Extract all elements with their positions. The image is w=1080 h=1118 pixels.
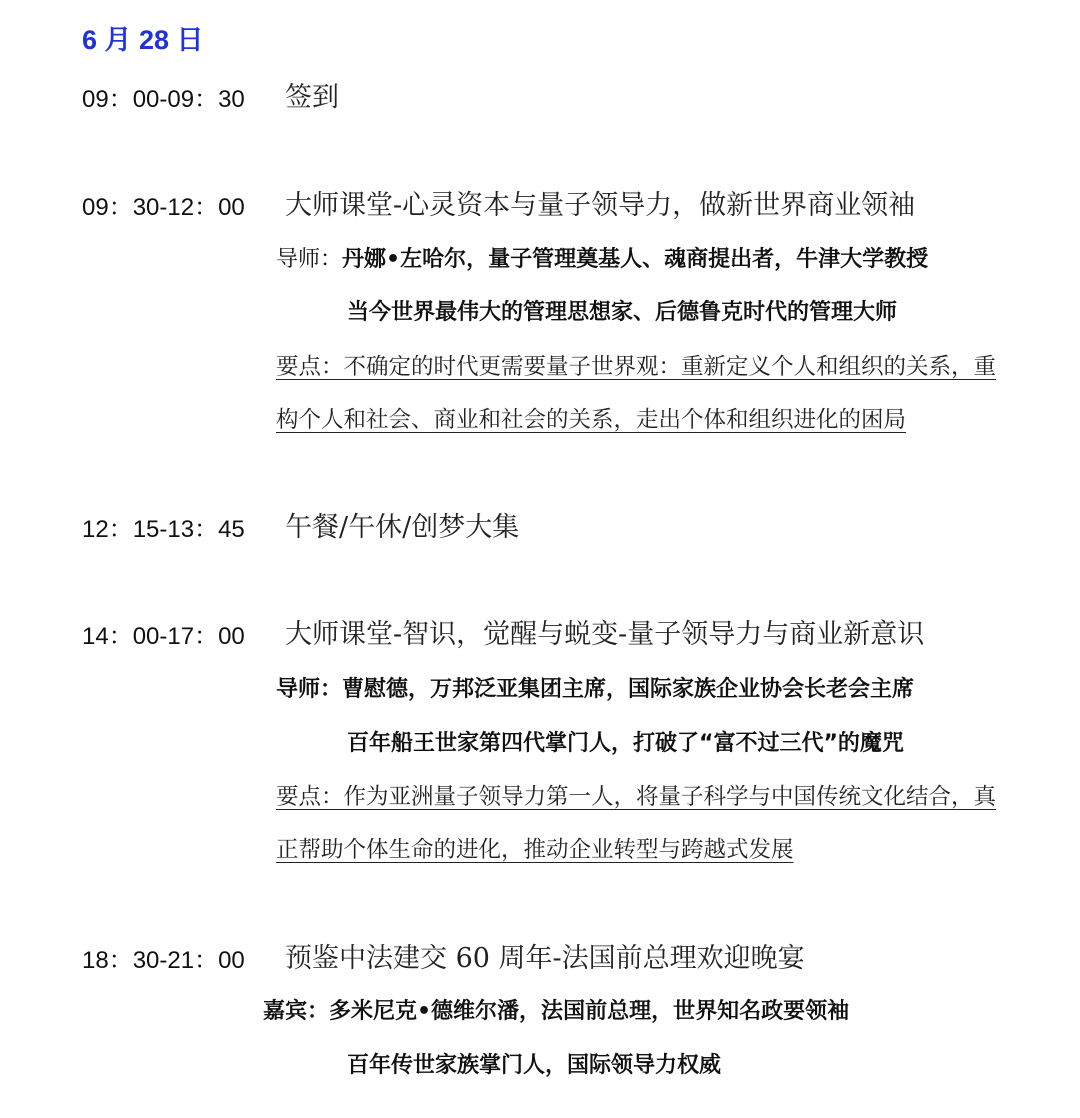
session-time: 14：00-17：00 [82, 623, 245, 650]
session-time: 09：30-12：00 [82, 194, 245, 221]
session-title: 大师课堂-智识，觉醒与蜕变-量子领导力与商业新意识 [285, 619, 925, 650]
session-title: 午餐/午休/创梦大集 [285, 512, 520, 543]
session-time: 09：00-09：30 [82, 86, 245, 113]
mentor-line-secondary: 百年船王世家第四代掌门人，打破了“富不过三代”的魔咒 [347, 731, 904, 756]
session-key-points-continued: 构个人和社会、商业和社会的关系，走出个体和组织进化的困局 [276, 407, 907, 433]
schedule-date: 6 月 28 日 [82, 25, 204, 55]
mentor-line [276, 246, 928, 274]
session-title: 大师课堂-心灵资本与量子领导力，做新世界商业领袖 [285, 190, 916, 221]
session-time: 12：15-13：45 [82, 516, 245, 543]
mentor-line-secondary: 当今世界最伟大的管理思想家、后德鲁克时代的管理大师 [347, 300, 898, 325]
session-key-points-continued: 正帮助个体生命的进化，推动企业转型与跨越式发展 [276, 837, 794, 863]
mentor-text: 丹娜•左哈尔，量子管理奠基人、魂商提出者，牛津大学教授 [342, 247, 929, 272]
mentor-line: 导师：曹慰德，万邦泛亚集团主席，国际家族企业协会长老会主席 [276, 677, 915, 702]
session-key-points: 要点：不确定的时代更需要量子世界观：重新定义个人和组织的关系，重 [276, 354, 997, 380]
session-time: 18：30-21：00 [82, 947, 245, 974]
guest-line-secondary: 百年传世家族掌门人，国际领导力权威 [347, 1053, 722, 1078]
session-key-points: 要点：作为亚洲量子领导力第一人，将量子科学与中国传统文化结合，真 [276, 784, 997, 810]
guest-line: 嘉宾：多米尼克•德维尔潘，法国前总理，世界知名政要领袖 [263, 999, 850, 1024]
session-title: 预鉴中法建交 60 周年-法国前总理欢迎晚宴 [285, 943, 805, 974]
session-title: 签到 [285, 82, 339, 113]
mentor-prefix: 导师： [276, 247, 343, 272]
